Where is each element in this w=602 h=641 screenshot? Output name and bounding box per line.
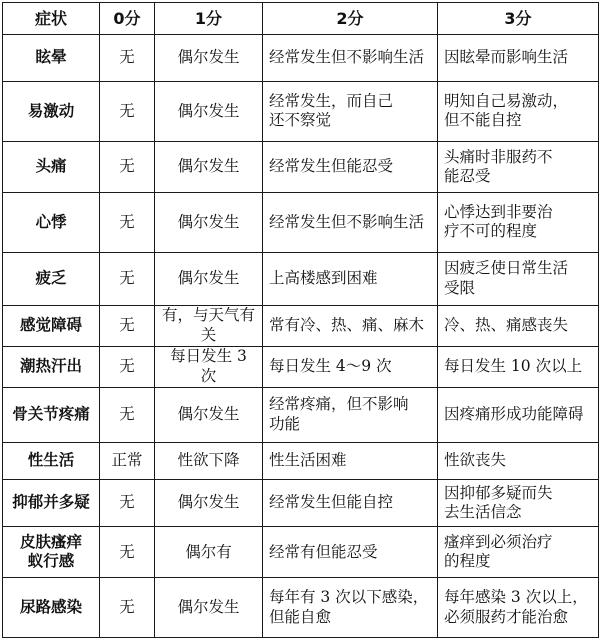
- symptom-name: 易激动: [3, 82, 100, 142]
- score-0-cell: 正常: [100, 442, 155, 479]
- table-row: [3, 35, 599, 82]
- symptom-name: 骨关节疼痛: [3, 387, 100, 442]
- symptom-name: 眩晕: [3, 35, 100, 82]
- score-1-cell: 偶尔发生: [155, 479, 263, 526]
- symptom-score-table: [2, 2, 599, 638]
- score-2-cell: 经常发生但能自控: [263, 479, 438, 526]
- symptom-name: 心悸: [3, 193, 100, 253]
- score-1-cell: 每日发生 3 次: [155, 346, 263, 387]
- score-0-cell: 无: [100, 193, 155, 253]
- symptom-name: 性生活: [3, 442, 100, 479]
- symptom-name: 疲乏: [3, 252, 100, 305]
- symptom-name: 头痛: [3, 141, 100, 192]
- table-row: [3, 479, 599, 526]
- symptom-score-table-container: [2, 2, 598, 638]
- table-row: [3, 305, 599, 346]
- score-1-cell: 偶尔发生: [155, 387, 263, 442]
- score-1-cell: 性欲下降: [155, 442, 263, 479]
- score-3-cell: 明知自己易激动， 但不能自控: [438, 82, 599, 142]
- score-3-cell: 因眩晕而影响生活: [438, 35, 599, 82]
- score-1-cell: 偶尔发生: [155, 35, 263, 82]
- score-1-cell: 偶尔发生: [155, 578, 263, 638]
- score-2-cell: 上高楼感到困难: [263, 252, 438, 305]
- score-3-cell: 性欲丧失: [438, 442, 599, 479]
- header-row: [3, 3, 599, 35]
- score-3-cell: 因疼痛形成功能障碍: [438, 387, 599, 442]
- table-row: [3, 387, 599, 442]
- score-1-cell: 偶尔发生: [155, 82, 263, 142]
- score-2-cell: 每年有 3 次以下感染， 但能自愈: [263, 578, 438, 638]
- score-1-cell: 偶尔发生: [155, 193, 263, 253]
- score-0-cell: 无: [100, 305, 155, 346]
- score-1-cell: 有，与天气有关: [155, 305, 263, 346]
- score-0-cell: 无: [100, 527, 155, 578]
- score-3-cell: 头痛时非服药不 能忍受: [438, 141, 599, 192]
- symptom-name: 尿路感染: [3, 578, 100, 638]
- score-2-cell: 常有冷、热、痛、麻木: [263, 305, 438, 346]
- score-0-cell: 无: [100, 141, 155, 192]
- table-row: [3, 578, 599, 638]
- table-row: [3, 442, 599, 479]
- score-3-cell: 每年感染 3 次以上， 必须服药才能治愈: [438, 578, 599, 638]
- score-0-cell: 无: [100, 578, 155, 638]
- score-3-cell: 每日发生 10 次以上: [438, 346, 599, 387]
- score-1-cell: 偶尔有: [155, 527, 263, 578]
- table-row: [3, 527, 599, 578]
- header-score-2: 2分: [263, 3, 438, 35]
- symptom-name: 感觉障碍: [3, 305, 100, 346]
- score-0-cell: 无: [100, 346, 155, 387]
- score-2-cell: 经常发生但不影响生活: [263, 35, 438, 82]
- score-0-cell: 无: [100, 387, 155, 442]
- score-2-cell: 性生活困难: [263, 442, 438, 479]
- score-2-cell: 经常疼痛，但不影响 功能: [263, 387, 438, 442]
- header-score-1: 1分: [155, 3, 263, 35]
- table-row: [3, 82, 599, 142]
- score-1-cell: 偶尔发生: [155, 141, 263, 192]
- score-1-cell: 偶尔发生: [155, 252, 263, 305]
- symptom-name: 皮肤瘙痒 蚁行感: [3, 527, 100, 578]
- score-3-cell: 心悸达到非要治 疗不可的程度: [438, 193, 599, 253]
- table-row: [3, 252, 599, 305]
- header-score-0: 0分: [100, 3, 155, 35]
- symptom-name: 抑郁并多疑: [3, 479, 100, 526]
- score-3-cell: 因疲乏使日常生活 受限: [438, 252, 599, 305]
- score-0-cell: 无: [100, 479, 155, 526]
- symptom-name: 潮热汗出: [3, 346, 100, 387]
- score-2-cell: 经常发生但不影响生活: [263, 193, 438, 253]
- score-3-cell: 瘙痒到必须治疗 的程度: [438, 527, 599, 578]
- score-2-cell: 经常有但能忍受: [263, 527, 438, 578]
- score-3-cell: 因抑郁多疑而失 去生活信念: [438, 479, 599, 526]
- header-score-3: 3分: [438, 3, 599, 35]
- header-symptom: 症状: [3, 3, 100, 35]
- score-0-cell: 无: [100, 35, 155, 82]
- score-3-cell: 冷、热、痛感丧失: [438, 305, 599, 346]
- score-0-cell: 无: [100, 252, 155, 305]
- table-row: [3, 141, 599, 192]
- score-0-cell: 无: [100, 82, 155, 142]
- table-row: [3, 193, 599, 253]
- score-2-cell: 经常发生，而自己 还不察觉: [263, 82, 438, 142]
- score-2-cell: 经常发生但能忍受: [263, 141, 438, 192]
- table-row: [3, 346, 599, 387]
- score-2-cell: 每日发生 4～9 次: [263, 346, 438, 387]
- table-body: [3, 35, 599, 638]
